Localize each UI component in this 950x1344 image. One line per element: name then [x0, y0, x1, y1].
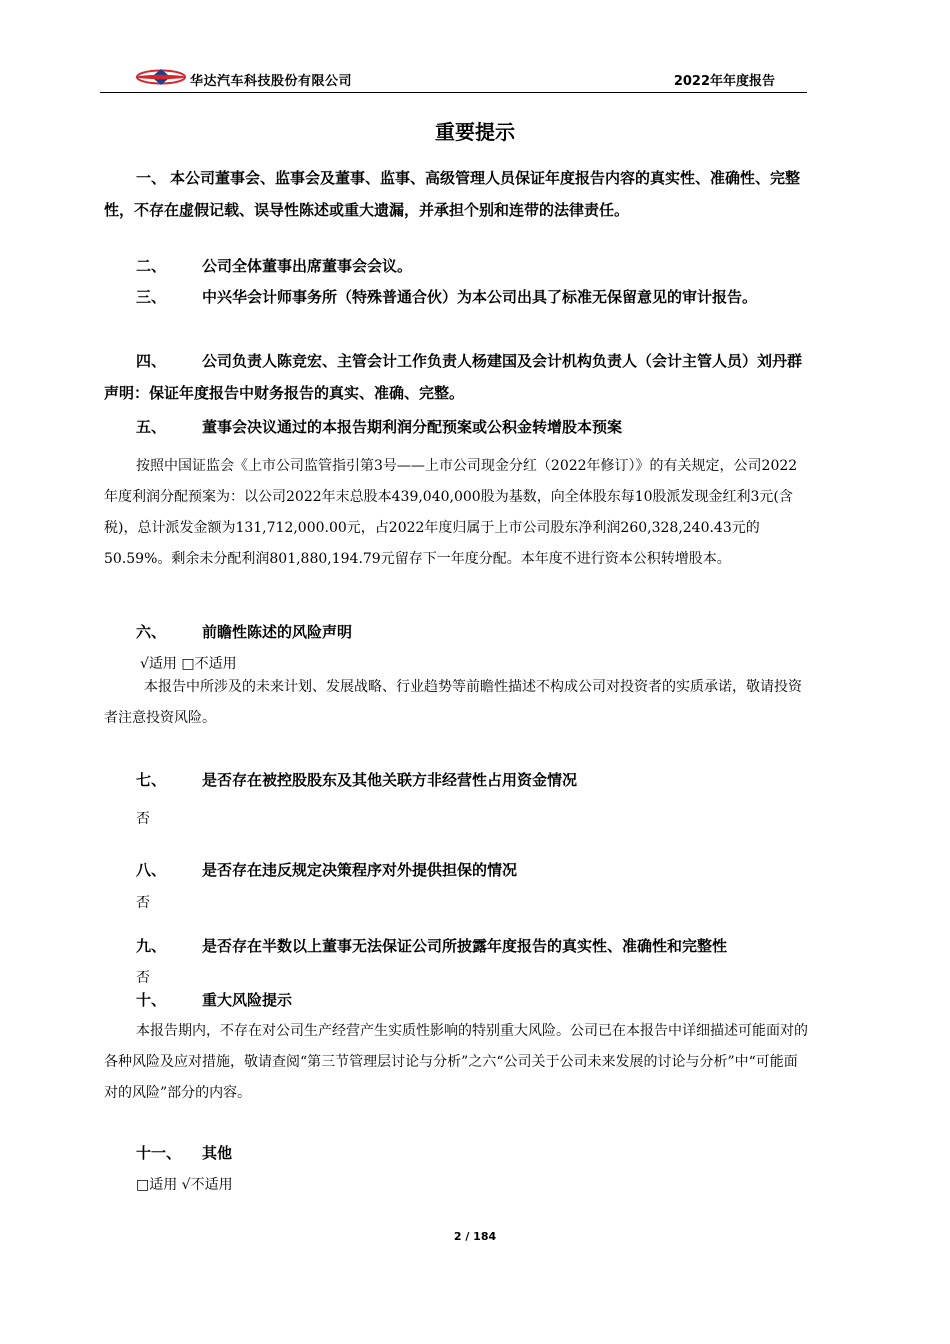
item-text: 其他	[202, 1144, 233, 1162]
company-logo-icon	[134, 68, 188, 86]
item-1	[104, 162, 812, 226]
item-text: 公司负责人陈竞宏、主管会计工作负责人杨建国及会计机构负责人（会计主管人员）刘丹群声明：保证年度报告中财务报告的真实、准确、完整。	[104, 352, 803, 402]
item-number: 五、	[136, 418, 167, 436]
item-number: 三、	[136, 288, 167, 306]
item-number: 八、	[136, 861, 167, 879]
item-2	[136, 250, 812, 282]
company-name: 华达汽车科技股份有限公司	[190, 74, 353, 89]
item-text: 是否存在被控股股东及其他关联方非经营性占用资金情况	[202, 771, 578, 789]
item-6	[136, 616, 812, 648]
item-text: 重大风险提示	[202, 991, 293, 1009]
page-title: 重要提示	[435, 120, 515, 144]
item-text: 公司全体董事出席董事会会议。	[202, 257, 413, 275]
item-5	[136, 411, 812, 443]
item-number: 九、	[136, 937, 167, 955]
item-7	[136, 764, 812, 796]
item-number: 十、	[136, 991, 167, 1009]
forward-looking-text: 本报告中所涉及的未来计划、发展战略、行业趋势等前瞻性描述不构成公司对投资者的实质承诺，敬请投资者注意投资风险。	[104, 679, 802, 726]
item-11	[136, 1137, 812, 1169]
item-text: 是否存在半数以上董事无法保证公司所披露年度报告的真实性、准确性和完整性	[202, 937, 728, 955]
answer-8: 否	[136, 895, 150, 911]
item-4	[104, 345, 812, 409]
item-3	[136, 281, 812, 313]
answer-9: 否	[136, 970, 150, 986]
item-number: 四、	[136, 352, 167, 370]
item-number: 七、	[136, 771, 167, 789]
forward-looking-applicable: √适用 □不适用	[140, 656, 237, 672]
item-9	[136, 930, 812, 962]
item-text: 本公司董事会、监事会及董事、监事、高级管理人员保证年度报告内容的真实性、准确性、完整性，不存在虚假记载、误导性陈述或重大遗漏，并承担个别和连带的法律责任。	[104, 169, 801, 219]
item-text: 是否存在违反规定决策程序对外提供担保的情况	[202, 861, 518, 879]
major-risk-text: 本报告期内，不存在对公司生产经营产生实质性影响的特别重大风险。公司已在本报告中详细描述可能面对的各种风险及应对措施，敬请查阅“第三节管理层讨论与分析”之六“公司关于公司未来发展的讨论与分析”中“可能面对的风险”部分的内容。	[104, 1023, 808, 1101]
profit-distribution-plan: 按照中国证监会《上市公司监管指引第3号——上市公司现金分红（2022年修订）》的有关规定，公司2022年度利润分配预案为：以公司2022年末总股本439,040,000股为基数，向全体股东每10股派发现金红利3元(含税)，总计派发金额为131,712,000.00元，占2022年度归属于上市公司股东净利润260,328,240.43元的50.59%。剩余未分配利润801,880,194.79元留存下一年度分配。本年度不进行资本公积转增股本。	[104, 458, 798, 567]
item-number: 六、	[136, 623, 167, 641]
item-number: 二、	[136, 257, 167, 275]
item-number: 一、	[136, 169, 167, 187]
report-title: 2022年年度报告	[673, 74, 775, 89]
item-text: 中兴华会计师事务所（特殊普通合伙）为本公司出具了标准无保留意见的审计报告。	[202, 288, 758, 306]
item-number: 十一、	[136, 1144, 182, 1162]
page-header	[100, 66, 807, 93]
item-text: 前瞻性陈述的风险声明	[202, 623, 353, 641]
page-number: 2 / 184	[453, 1230, 497, 1243]
item-8	[136, 854, 812, 886]
other-applicable: □适用 √不适用	[136, 1177, 233, 1193]
item-text: 董事会决议通过的本报告期利润分配预案或公积金转增股本预案	[202, 418, 623, 436]
item-10	[136, 984, 812, 1016]
answer-7: 否	[136, 811, 150, 827]
